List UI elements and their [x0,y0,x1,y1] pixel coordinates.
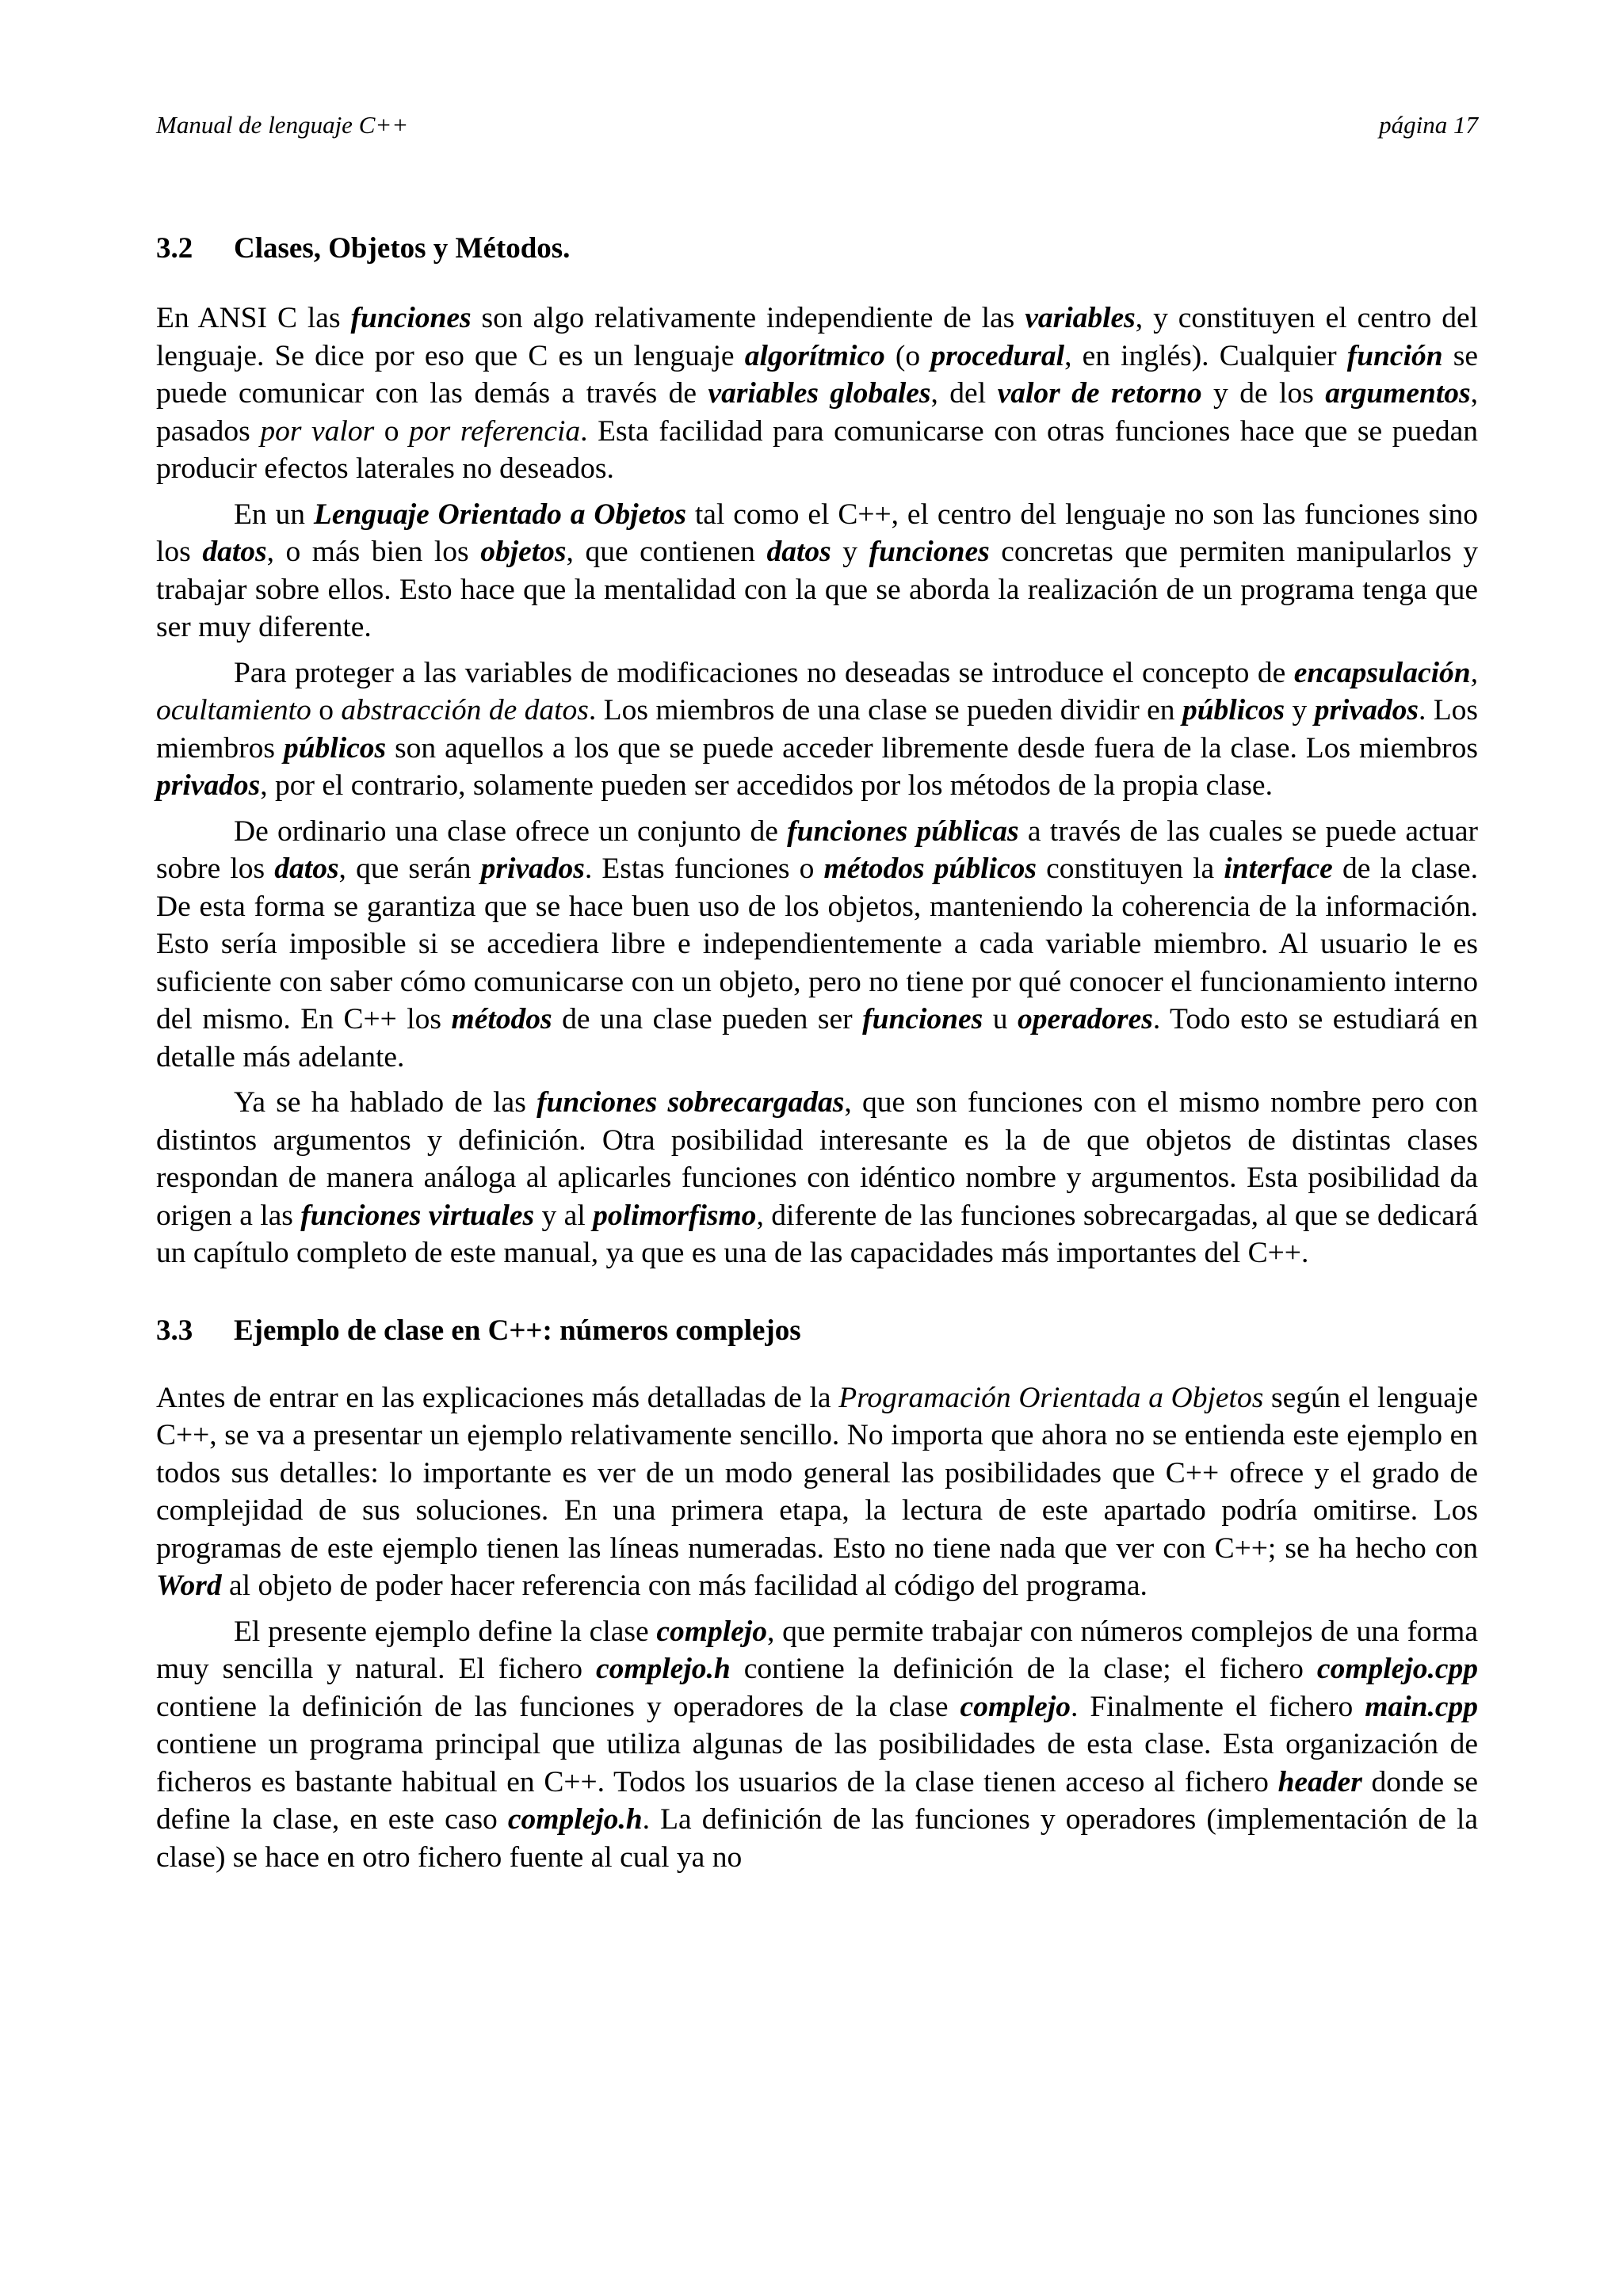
text-run: al objeto de poder hacer referencia con más facilidad al código del programa. [221,1569,1148,1602]
text-run: son aquellos a los que se puede acceder libremente desde fuera de la clase. Los miembros [386,731,1478,765]
section-title: Ejemplo de clase en C++: números complejos [234,1314,801,1347]
text-run: , que son funciones con el mismo nombre pero con distintos argumentos y definición. Otra posibilidad interesante es la de que objetos de distintas clases respondan de manera análoga al aplicarles funciones con idéntico nombre y argumentos. Esta posibilidad da origen a las [156,1086,1478,1232]
section-number: 3.2 [156,232,193,265]
emphasized-term: funciones sobrecargadas [537,1086,845,1119]
emphasized-term: valor de retorno [997,377,1202,410]
paragraph-encapsulation [156,654,1478,805]
text-run: y al [534,1199,594,1232]
emphasized-term: por referencia [409,414,581,448]
text-run: El presente ejemplo define la clase [234,1615,657,1648]
emphasized-term: encapsulación [1293,656,1471,689]
emphasized-term: función [1346,339,1443,372]
text-run: son algo relativamente independiente de las [471,302,1025,334]
text-run: . La definición de las funciones y operadores (implementación de la clase) se hace en otro fichero fuente al cual ya no [156,1803,1479,1874]
text-run: . Los miembros de una clase se pueden dividir en [588,694,1182,727]
text-run: de una clase pueden ser [552,1003,863,1035]
emphasized-term: privados [156,769,261,802]
text-run: . Finalmente el fichero [1071,1690,1365,1723]
emphasized-term: Word [156,1569,222,1602]
text-run: contiene un programa principal que utiliza algunas de las posibilidades de esta clase. Esta organización de ficheros es bastante habitual en C++. Todos los usuarios de la clase tienen acceso al fichero [156,1728,1478,1798]
paragraph-overloaded-functions [156,1084,1478,1272]
emphasized-term: privados [1314,694,1419,727]
section-title: Clases, Objetos y Métodos. [234,232,571,265]
emphasized-term: objetos [480,536,567,568]
text-run: se puede comunicar con las demás a través de [156,339,1478,410]
emphasized-term: operadores [1018,1003,1153,1035]
text-run: En un [234,498,314,531]
text-run: Ya se ha hablado de las [234,1086,537,1119]
text-run: tal como el C++, el centro del lenguaje no son las funciones sino los [156,498,1478,568]
emphasized-term: abstracción de datos [341,694,589,727]
emphasized-term: variables globales [708,377,931,410]
text-run: , que serán [338,852,481,885]
emphasized-term: argumentos [1325,377,1471,410]
page-content [156,231,1478,1876]
emphasized-term: por valor [260,414,375,448]
emphasized-term: privados [480,852,585,885]
emphasized-term: algorítmico [744,339,885,372]
text-run: contiene la definición de la clase; el fichero [730,1653,1317,1685]
emphasized-term: , ocultamiento [156,656,1478,727]
text-run: , pasados [156,377,1478,448]
emphasized-term: variables [1025,302,1136,334]
text-run: . Los miembros [156,694,1478,765]
emphasized-term: header [1277,1765,1362,1798]
emphasized-term: funciones [350,302,472,334]
paragraph-example-intro [156,1379,1478,1605]
text-run: , diferente de las funciones sobrecargadas, al que se dedicará un capítulo completo de este manual, ya que es una de las capacidades más importantes del C++. [156,1199,1478,1269]
text-run: constituyen la [1036,852,1224,885]
paragraph-public-functions [156,813,1478,1077]
text-run: a través de las cuales se puede actuar sobre los [156,814,1478,885]
paragraph-oop-language [156,496,1478,646]
emphasized-term: datos [766,536,831,568]
emphasized-term: datos [274,852,339,885]
text-run: y [1285,694,1315,727]
emphasized-term: procedural [930,339,1065,372]
text-run: , del [930,377,998,410]
text-run: u [983,1003,1018,1035]
section-heading-3-3 [156,1314,1478,1348]
emphasized-term: polimorfismo [593,1199,757,1232]
header-manual-title: Manual de lenguaje C++ [156,111,409,139]
emphasized-term: complejo.cpp [1316,1653,1478,1685]
emphasized-term: datos [202,536,267,568]
text-run: , en inglés). Cualquier [1064,339,1347,372]
text-run: . Estas funciones o [584,852,824,885]
emphasized-term: complejo [960,1690,1071,1723]
text-run: contiene la definición de las funciones y operadores de la clase [156,1690,960,1723]
text-run: y de los [1201,377,1326,410]
emphasized-term: métodos [451,1003,552,1035]
emphasized-term: Lenguaje Orientado a Objetos [313,498,687,531]
emphasized-term: interface [1224,852,1333,885]
text-run: , que contienen [566,536,767,568]
text-run: , y constituyen el centro del lenguaje. Se dice por eso que C es un lenguaje [156,302,1479,372]
running-header [156,111,1478,139]
text-run: De ordinario una clase ofrece un conjunto de [234,814,788,848]
emphasized-term: main.cpp [1365,1690,1478,1723]
text-run: de la clase. De esta forma se garantiza que se hace buen uso de los objetos, manteniendo la coherencia de la información. Esto sería imposible si se accediera libre e independientemente a cada variable miembro. Al usuario le es suficiente con saber cómo comunicarse con un objeto, pero no tiene por qué conocer el funcionamiento interno del mismo. En C++ los [156,852,1479,1035]
emphasized-term: métodos públicos [823,852,1037,885]
emphasized-term: complejo.h [507,1803,643,1836]
paragraph-complex-class [156,1613,1478,1877]
text-run: según el lenguaje C++, se va a presentar un ejemplo relativamente sencillo. No importa que ahora no se entienda este ejemplo en todos sus detalles: lo importante es ver de un modo general las posibilidades que C++ ofrece y el grado de complejidad de sus soluciones. En una primera etapa, la lectura de este apartado podría omitirse. Los programas de este ejemplo tienen las líneas numeradas. Esto no tiene nada que ver con C++; se ha hecho con [156,1381,1478,1565]
text-run: y [831,536,869,568]
emphasized-term: Programación Orientada a Objetos [838,1381,1264,1414]
emphasized-term: funciones [862,1003,983,1035]
emphasized-term: funciones virtuales [300,1199,535,1232]
paragraph-ansi-c [156,299,1478,488]
text-run: En ANSI C las [156,302,351,334]
text-run: . Todo esto se estudiará en detalle más adelante. [156,1003,1479,1074]
text-run: , que permite trabajar con números complejos de una forma muy sencilla y natural. El fichero [156,1615,1478,1685]
emphasized-term: públicos [1182,694,1285,727]
text-run: , por el contrario, solamente pueden ser accedidos por los métodos de la propia clase. [260,769,1273,802]
emphasized-term: funciones [869,536,990,568]
text-run: concretas que permiten manipularlos y trabajar sobre ellos. Esto hace que la mentalidad con la que se aborda la realización de un programa tenga que ser muy diferente. [156,536,1479,643]
text-run: Antes de entrar en las explicaciones más detalladas de la [156,1381,839,1414]
text-run: o [374,414,410,448]
text-run: donde se define la clase, en este caso [156,1765,1478,1836]
emphasized-term: complejo [656,1615,767,1648]
text-run: , o más bien los [266,536,481,568]
text-run: (o [884,339,931,372]
text-run: . Esta facilidad para comunicarse con otras funciones hace que se puedan producir efectos laterales no deseados. [156,414,1479,485]
emphasized-term: funciones públicas [787,814,1019,848]
emphasized-term: públicos [283,731,387,765]
text-run: Para proteger a las variables de modificaciones no deseadas se introduce el concepto de [234,656,1294,689]
section-heading-3-2 [156,231,1478,265]
emphasized-term: complejo.h [595,1653,731,1685]
text-run: o [311,694,342,727]
header-page-number: página 17 [1379,111,1478,139]
section-number: 3.3 [156,1314,193,1347]
